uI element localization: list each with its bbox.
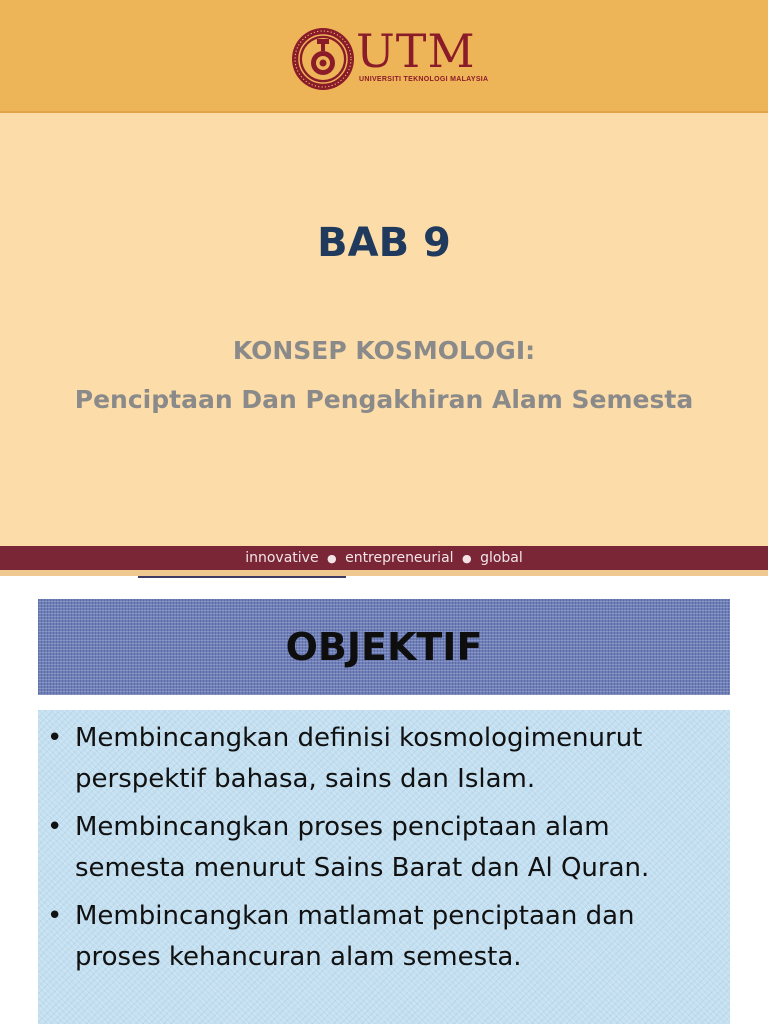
objectives-slide	[0, 578, 768, 1024]
objectives-list	[38, 718, 730, 985]
list-item	[38, 896, 730, 978]
footer-tagline	[0, 546, 768, 570]
bullet-icon: •	[47, 812, 63, 842]
footer-edge	[0, 570, 768, 576]
list-item	[38, 807, 730, 889]
objectives-content-box	[38, 710, 730, 1024]
utm-logo-text: UTM	[356, 24, 476, 78]
slide-subtitle-line2: Penciptaan Dan Pengakhiran Alam Semesta	[74, 385, 694, 414]
list-item	[38, 718, 730, 800]
list-item-text: Membincangkan definisi kosmologimenurut perspektif bahasa, sains dan Islam.	[75, 723, 643, 794]
slide-title: BAB 9	[317, 220, 451, 266]
utm-logo-subtitle: UNIVERSITI TEKNOLOGI MALAYSIA	[359, 76, 489, 83]
tagline-word-global: global	[480, 550, 523, 566]
tagline-separator: ●	[462, 552, 472, 565]
tagline-separator: ●	[327, 552, 337, 565]
list-item-text: Membincangkan matlamat penciptaan dan proses kehancuran alam semesta.	[75, 901, 635, 972]
list-item-text: Membincangkan proses penciptaan alam semesta menurut Sains Barat dan Al Quran.	[75, 812, 650, 883]
objectives-banner	[38, 599, 730, 695]
utm-seal-icon	[290, 26, 356, 92]
bullet-icon: •	[47, 723, 63, 753]
bullet-icon: •	[47, 901, 63, 931]
utm-logo	[290, 26, 490, 96]
objectives-heading: OBJEKTIF	[285, 625, 483, 669]
slide-subtitle-line1: KONSEP KOSMOLOGI:	[232, 336, 536, 365]
tagline-word-entrepreneurial: entrepreneurial	[345, 550, 454, 566]
header-bar	[0, 0, 768, 113]
tagline-word-innovative: innovative	[245, 550, 319, 566]
